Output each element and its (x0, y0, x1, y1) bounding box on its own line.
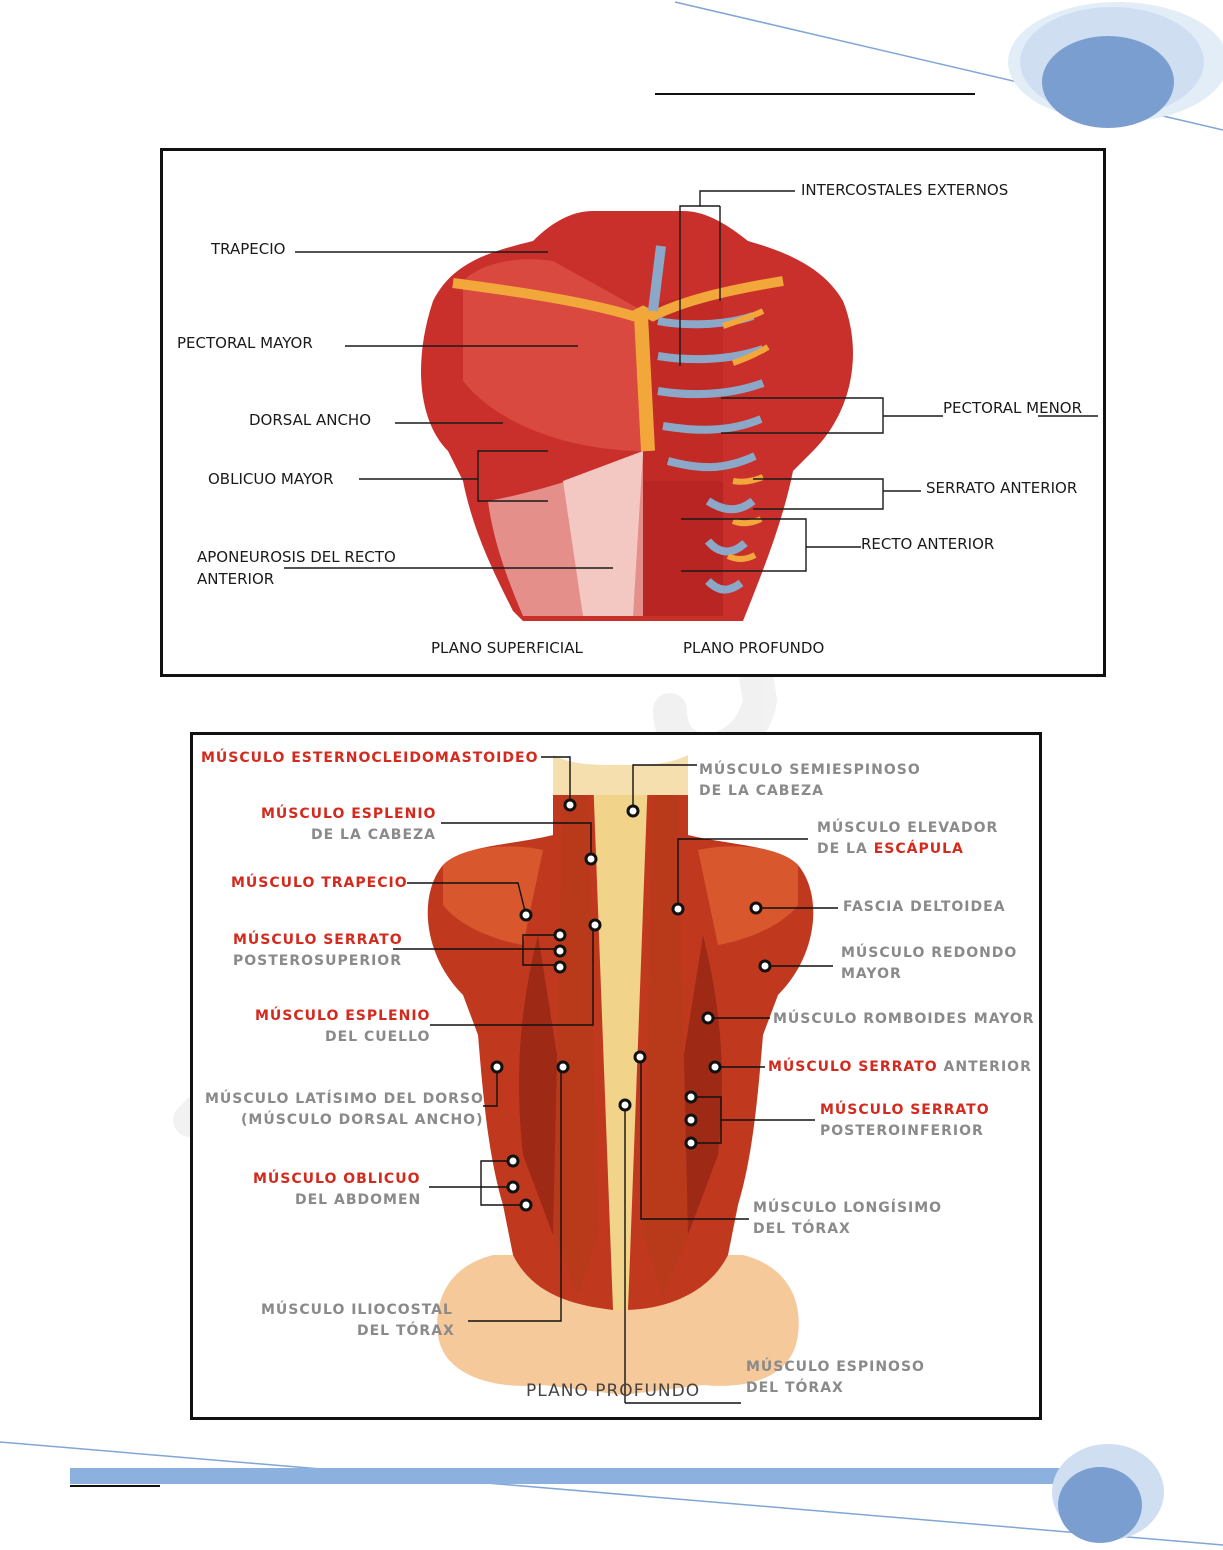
label-latisimo-1: MÚSCULO LATÍSIMO DEL DORSO (205, 1091, 484, 1107)
label-longisimo-1: MÚSCULO LONGÍSIMO (753, 1200, 943, 1216)
label-esplenio-cuello-1: MÚSCULO ESPLENIO (255, 1008, 431, 1024)
label-oblicuo-mayor: OBLICUO MAYOR (208, 470, 334, 488)
label-redondo-1: MÚSCULO REDONDO (841, 945, 1018, 961)
label-serrato-ant-b: ANTERIOR (937, 1059, 1032, 1075)
label-serrato-pi-1: MÚSCULO SERRATO (820, 1102, 990, 1118)
label-iliocostal-1: MÚSCULO ILIOCOSTAL (261, 1302, 453, 1318)
label-aponeurosis-1: APONEUROSIS DEL RECTO (197, 548, 396, 566)
label-espinoso-1: MÚSCULO ESPINOSO (746, 1359, 925, 1375)
label-plano-profundo: PLANO PROFUNDO (526, 1381, 701, 1401)
label-longisimo-2: DEL TÓRAX (753, 1221, 851, 1237)
label-serrato-ant-a: MÚSCULO SERRATO (768, 1059, 938, 1075)
label-esternocleidomastoideo: MÚSCULO ESTERNOCLEIDOMASTOIDEO (201, 750, 539, 766)
label-latisimo-2: (MÚSCULO DORSAL ANCHO) (241, 1112, 484, 1128)
label-serrato-anterior (768, 1060, 1032, 1074)
label-semiespinoso-2: DE LA CABEZA (699, 783, 825, 799)
label-aponeurosis-2: ANTERIOR (197, 570, 275, 588)
label-romboides: MÚSCULO ROMBOIDES MAYOR (773, 1011, 1035, 1027)
label-espinoso-2: DEL TÓRAX (746, 1380, 844, 1396)
header-decoration (0, 0, 1223, 140)
label-serrato-pi-2: POSTEROINFERIOR (820, 1123, 984, 1139)
label-redondo-2: MAYOR (841, 966, 902, 982)
label-plano-superficial: PLANO SUPERFICIAL (431, 639, 583, 657)
label-trapecio: MÚSCULO TRAPECIO (231, 875, 408, 891)
label-oblicuo-2: DEL ABDOMEN (295, 1192, 422, 1208)
label-pectoral-mayor: PECTORAL MAYOR (177, 334, 313, 352)
label-dorsal-ancho: DORSAL ANCHO (249, 411, 372, 429)
label-esplenio-cabeza-1: MÚSCULO ESPLENIO (261, 806, 437, 822)
label-elevador-2 (817, 842, 964, 856)
label-serrato-ps-1: MÚSCULO SERRATO (233, 932, 403, 948)
label-serrato-ps-2: POSTEROSUPERIOR (233, 953, 402, 969)
label-pectoral-menor: PECTORAL MENOR (943, 399, 1083, 417)
label-esplenio-cuello-2: DEL CUELLO (325, 1029, 431, 1045)
figure-back-muscles (190, 732, 1042, 1420)
label-recto-anterior: RECTO ANTERIOR (861, 535, 995, 553)
label-intercostales: INTERCOSTALES EXTERNOS (801, 181, 1009, 199)
footer-decoration (0, 1420, 1223, 1550)
label-elevador-2b: ESCÁPULA (873, 841, 964, 857)
label-plano-profundo: PLANO PROFUNDO (683, 639, 825, 657)
label-semiespinoso-1: MÚSCULO SEMIESPINOSO (699, 762, 921, 778)
label-esplenio-cabeza-2: DE LA CABEZA (311, 827, 437, 843)
label-elevador-1: MÚSCULO ELEVADOR (817, 820, 999, 836)
label-fascia-deltoidea: FASCIA DELTOIDEA (843, 899, 1006, 915)
label-trapecio: TRAPECIO (211, 240, 286, 258)
label-iliocostal-2: DEL TÓRAX (357, 1323, 455, 1339)
label-elevador-2a: DE LA (817, 841, 874, 857)
label-serrato-anterior: SERRATO ANTERIOR (926, 479, 1078, 497)
label-oblicuo-1: MÚSCULO OBLICUO (253, 1171, 421, 1187)
figure-chest-muscles (160, 148, 1106, 677)
